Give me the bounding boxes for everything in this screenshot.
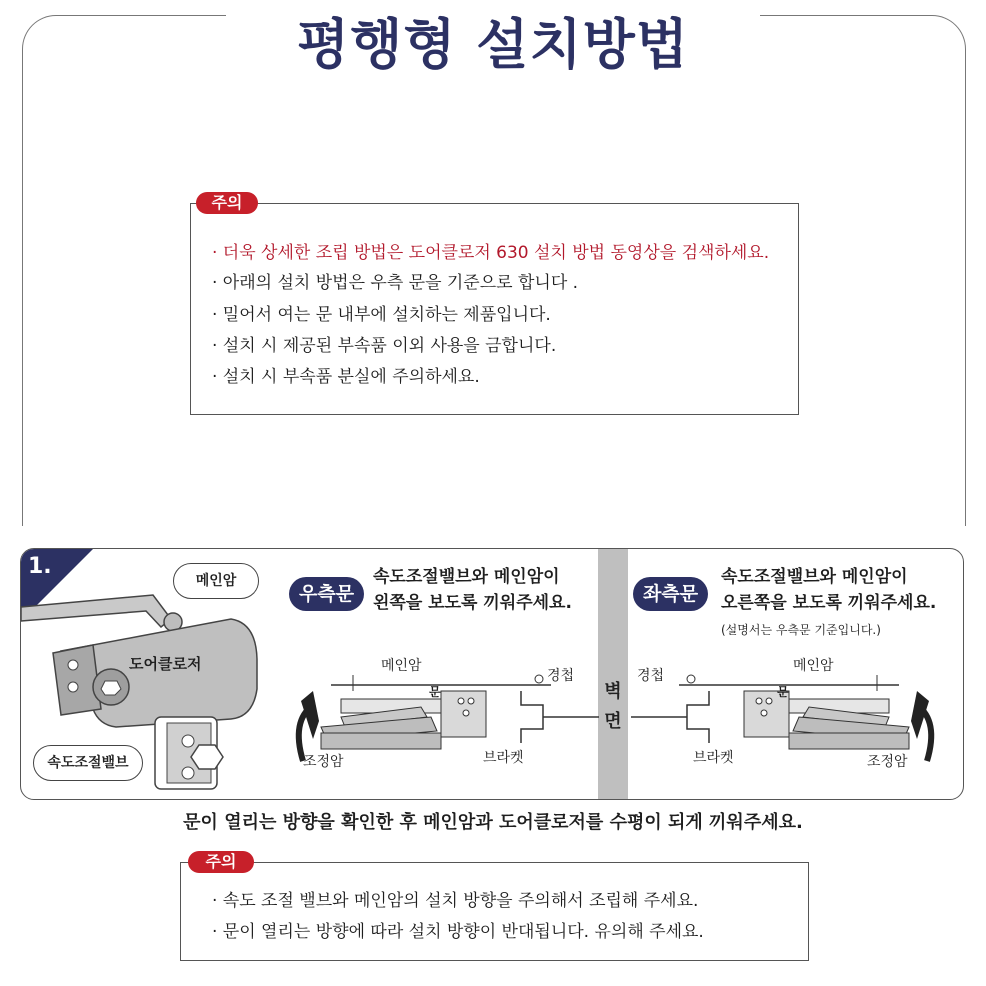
- right-door-instruction-1: 속도조절밸브와 메인암이: [373, 567, 560, 587]
- notice-top-label: 주의: [196, 192, 258, 214]
- step1-panel: [20, 548, 964, 800]
- notice-top-line-1: · 더욱 상세한 조립 방법은 도어클로저 630 설치 방법 동영상을 검색하세요.: [212, 243, 770, 263]
- left-door-label: 문: [777, 685, 789, 699]
- notice-bottom-line-2: · 문이 열리는 방향에 따라 설치 방향이 반대됩니다. 유의해 주세요.: [212, 922, 704, 942]
- wall-label-2: 면: [604, 711, 622, 732]
- right-adjust-arm-label: 조정암: [303, 754, 344, 770]
- right-door-instruction-2: 왼쪽을 보도록 끼워주세요.: [373, 593, 572, 613]
- notice-top-line-3: · 밀어서 여는 문 내부에 설치하는 제품입니다.: [212, 305, 551, 325]
- step1-caption: 문이 열리는 방향을 확인한 후 메인암과 도어클로저를 수평이 되게 끼워주세요.: [183, 812, 803, 833]
- wall-divider: [598, 549, 628, 799]
- right-door-badge: 우측문: [289, 577, 364, 611]
- left-bracket-label: 브라켓: [693, 750, 734, 766]
- notice-top-line-2: · 아래의 설치 방법은 우측 문을 기준으로 합니다 .: [212, 273, 579, 293]
- closer-body-label: 도어클로저: [129, 655, 202, 673]
- right-main-arm-label: 메인암: [381, 658, 422, 674]
- notice-bottom-box: [180, 862, 809, 961]
- left-hinge-label: 경첩: [637, 668, 665, 684]
- notice-top-line-4: · 설치 시 제공된 부속품 이외 사용을 금합니다.: [212, 336, 557, 356]
- page-title: 평행형 설치방법: [297, 13, 689, 76]
- notice-bottom-line-1: · 속도 조절 밸브와 메인암의 설치 방향을 주의해서 조립해 주세요.: [212, 891, 699, 911]
- right-bracket-label: 브라켓: [483, 750, 524, 766]
- left-door-note: (설명서는 우측문 기준입니다.): [721, 623, 881, 637]
- left-door-instruction-1: 속도조절밸브와 메인암이: [721, 567, 908, 587]
- notice-top-line-5: · 설치 시 부속품 분실에 주의하세요.: [212, 367, 480, 387]
- right-door-label: 문: [429, 685, 441, 699]
- main-arm-bubble: 메인암: [173, 563, 259, 599]
- left-adjust-arm-label: 조정암: [867, 754, 908, 770]
- right-hinge-label: 경첩: [547, 668, 575, 684]
- left-main-arm-label: 메인암: [793, 658, 834, 674]
- wall-label-1: 벽: [604, 681, 622, 702]
- step-number: 1.: [28, 554, 52, 579]
- left-door-badge: 좌측문: [633, 577, 708, 611]
- left-door-instruction-2: 오른쪽을 보도록 끼워주세요.: [721, 593, 937, 613]
- notice-bottom-label: 주의: [188, 851, 254, 873]
- valve-bubble: 속도조절밸브: [33, 745, 143, 781]
